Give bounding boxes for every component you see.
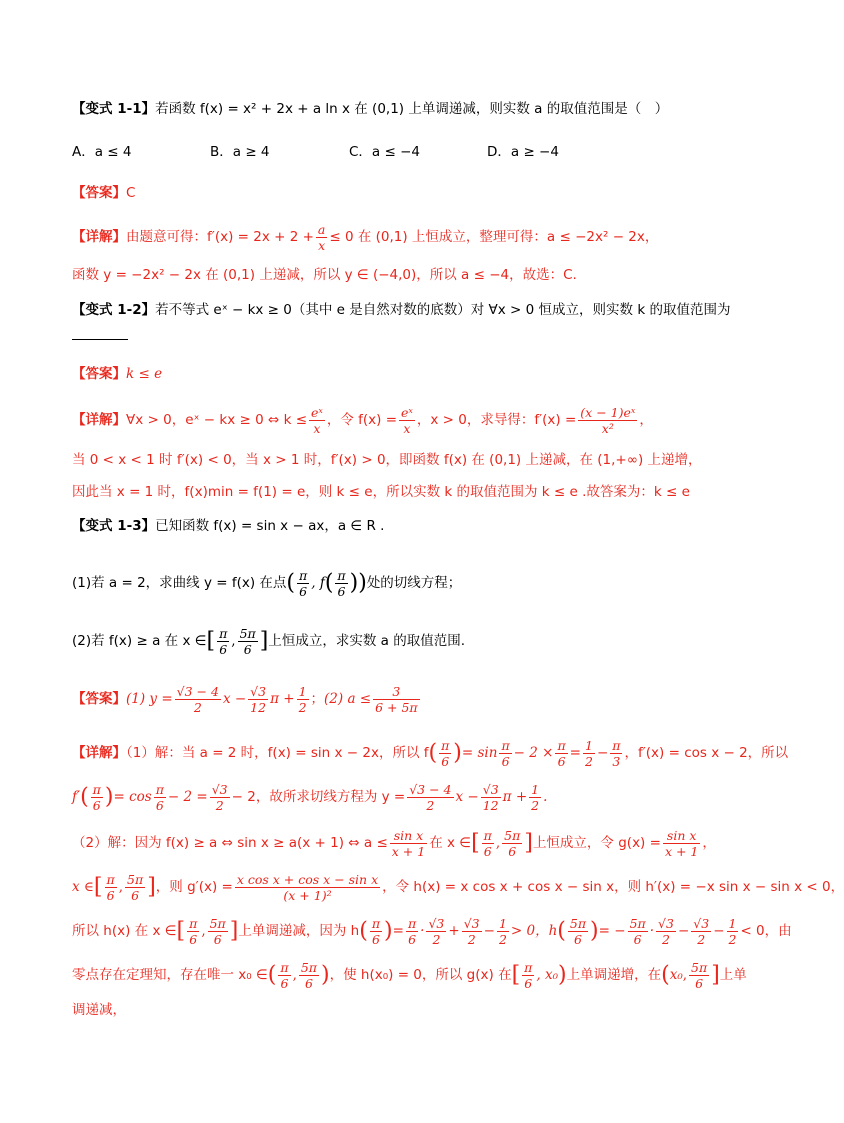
math: f′ [72, 789, 81, 805]
numerator: 1 [498, 916, 507, 931]
detail-1-3-line3: （2）解：因为 f(x) ≥ a ⇔ sin x ≥ a(x + 1) ⇔ a ≤ $\frac{\text{sin x}}{x + 1}$ 在 x ∈[ $\frac{\pi}{6}$ , $\frac{5\pi}{6}$ ]上恒成立，令 g(x) = $\frac{\text{sin x}}{x + 1}$ ， [72, 828, 716, 859]
detail-1-1-line2 [72, 265, 734, 285]
fraction [610, 738, 622, 769]
answer-tag: 【答案】 [72, 691, 126, 707]
separator: ； [310, 691, 325, 707]
fraction [522, 960, 534, 991]
detail-text: （2）解：因为 f(x) ≥ a ⇔ sin x ≥ a(x + 1) ⇔ a ≤ [72, 835, 388, 851]
paren: ( [428, 740, 438, 766]
math: − [713, 923, 725, 939]
denominator: 2 [467, 932, 476, 947]
detail-text: （1）解：当 a = 2 时，f(x) = sin x − 2x，所以 f [126, 745, 429, 761]
fraction [238, 626, 258, 657]
denominator: 6 [106, 888, 115, 903]
detail-text: 所以 h(x) 在 x ∈ [72, 923, 177, 939]
denominator: x² [601, 421, 614, 436]
numerator: 5π [127, 872, 144, 887]
denominator: 6 [92, 798, 101, 813]
detail-1-3-line7 [72, 1000, 734, 1020]
detail-text: 上单调递减，因为 h [238, 923, 360, 939]
detail-text: 由题意可得：f′(x) = 2x + 2 + [126, 229, 314, 245]
bracket: ] [147, 874, 156, 900]
detail-tag: 【详解】 [72, 229, 126, 245]
denominator: 6 [280, 976, 289, 991]
paren: ) [453, 740, 462, 766]
detail-text: ， [639, 412, 653, 428]
math: . [543, 789, 548, 805]
numerator: sin x [663, 828, 700, 844]
fraction [278, 960, 290, 991]
fraction [217, 626, 229, 657]
math: x ∈ [72, 879, 94, 895]
denominator: x + 1 [391, 844, 426, 859]
math: x₀ [544, 967, 559, 983]
denominator: 6 [371, 932, 380, 947]
fraction [406, 916, 418, 947]
fraction [568, 916, 588, 947]
denominator: 6 [573, 932, 582, 947]
option-c[interactable]: C．a ≤ −4 [349, 144, 420, 160]
numerator: 1 [298, 684, 307, 699]
fraction [187, 916, 199, 947]
numerator: sin x [390, 828, 427, 844]
numerator: 1 [531, 782, 540, 797]
denominator: 6 [408, 932, 417, 947]
numerator: 5π [569, 916, 587, 931]
denominator: 2 [584, 754, 593, 769]
detail-1-3-line5: 所以 h(x) 在 x ∈[ $\frac{\pi}{6}$ , $\frac{5\pi}{6}$ ]上单调递减，因为 h( $\frac{\pi}{6}$ )= $\frac{\pi}{6}$ · $\frac{√3}{2}$ + $\frac{√3}{2}$ − $\frac{1}{2}$ > 0，h( $\frac{5\pi}{6}$ )= − $\frac{5\pi}{6}$ · $\frac{√3}{2}$ − $\frac{√3}{2}$ − $\frac{1}{2}$ < 0，由 [72, 916, 792, 947]
fraction [105, 872, 117, 903]
paren: ( [267, 962, 277, 988]
denominator: 6 [508, 844, 517, 859]
denominator: 6 [441, 754, 450, 769]
fraction [125, 872, 145, 903]
detail-1-3-line1 [72, 738, 789, 769]
denominator: 2 [215, 798, 224, 813]
paren: ( [359, 918, 368, 944]
fraction [663, 828, 700, 859]
detail-1-2-line3 [72, 482, 734, 502]
numerator: (x − 1)eˣ [580, 405, 636, 420]
paren: ( [286, 570, 296, 596]
question-text: (2)若 f(x) ≥ a 在 x ∈ [72, 633, 207, 649]
numerator: a [317, 222, 326, 237]
math: (1) y = [126, 691, 173, 707]
detail-text: ，f′(x) = cos x − 2，所以 [624, 745, 789, 761]
numerator: 5π [629, 916, 646, 931]
blank-line [72, 338, 128, 340]
detail-1-2-line2 [72, 450, 734, 470]
numerator: x cos x + cos x − sin x [236, 872, 379, 887]
question-text: 上恒成立，求实数 a 的取值范围. [268, 633, 466, 649]
denominator: x + 1 [664, 844, 699, 859]
detail-text: ，令 h(x) = x cos x + cos x − sin x，则 h′(x) = −x sin x − sin x < 0， [382, 879, 844, 895]
numerator: √3 − 4 [176, 684, 219, 699]
fraction [689, 960, 709, 991]
numerator: 5π [504, 828, 521, 843]
answer-tag: 【答案】 [72, 366, 126, 382]
fraction [727, 916, 739, 947]
numerator: √3 [428, 916, 445, 931]
fraction [390, 828, 427, 859]
math: = sin [461, 745, 498, 761]
denominator: 6 [299, 584, 308, 599]
denominator: 2 [432, 932, 441, 947]
denominator: 6 [219, 642, 228, 657]
denominator: 2 [193, 700, 202, 715]
numerator: π [501, 738, 510, 753]
math: = cos [113, 789, 152, 805]
denominator: 6 [524, 976, 533, 991]
detail-text: 在 x ∈ [429, 835, 472, 851]
math: − [483, 923, 495, 939]
denominator: 6 [695, 976, 704, 991]
denominator: 12 [482, 798, 499, 813]
fraction [175, 684, 221, 715]
detail-1-1-line1 [72, 222, 734, 253]
question-text: 若不等式 eˣ − kx ≥ 0（其中 e 是自然对数的底数）对 ∀x > 0 恒成立，则实数 k 的取值范围为 [155, 302, 731, 318]
fraction [578, 405, 637, 436]
numerator: 5π [239, 626, 256, 641]
numerator: 1 [728, 916, 737, 931]
numerator: π [92, 782, 101, 797]
numerator: 1 [584, 738, 593, 753]
question-text: 处的切线方程； [366, 575, 462, 591]
fraction [248, 684, 268, 715]
detail-tag: 【详解】 [72, 412, 126, 428]
denominator: 6 [304, 976, 313, 991]
fraction [628, 916, 648, 947]
answer-blank [72, 326, 734, 346]
detail-text: ，x > 0，求导得：f′(x) = [416, 412, 577, 428]
math: = [392, 923, 404, 939]
denominator: 6 [501, 754, 510, 769]
answer-1-2 [72, 364, 734, 384]
question-tag: 【变式 1-1】 [72, 101, 156, 117]
numerator: π [441, 738, 450, 753]
fraction [439, 738, 451, 769]
denominator: 2 [728, 932, 737, 947]
detail-1-3-line6: 零点存在定理知，存在唯一 x₀ ∈( $\frac{\pi}{6}$ , $\frac{5\pi}{6}$ )，使 h(x₀) = 0，所以 g(x) 在[ $\frac{\pi}{6}$ , x₀)上单调递增，在(x₀, $\frac{5\pi}{6}$ ]上单 [72, 960, 747, 991]
denominator: 2 [426, 798, 435, 813]
denominator: 2 [531, 798, 540, 813]
fraction [297, 568, 309, 599]
fraction [426, 916, 446, 947]
numerator: π [337, 568, 346, 583]
fraction [656, 916, 676, 947]
math: > 0，h [510, 923, 558, 939]
paren: ( [557, 918, 566, 944]
denominator: x [318, 238, 326, 253]
bracket: ] [711, 962, 720, 988]
math: x − [455, 789, 479, 805]
math: − [677, 923, 690, 939]
question-1-3 [72, 516, 734, 536]
numerator: eˣ [401, 405, 413, 420]
paren: ( [324, 570, 334, 596]
question-text: 若函数 f(x) = x² + 2x + a ln x 在 (0,1) 上单调递减，则实数 a 的取值范围是（ ） [155, 101, 669, 117]
detail-1-2-line1 [72, 405, 734, 436]
denominator: 2 [662, 932, 670, 947]
fraction [502, 828, 522, 859]
detail-1-3-line4: x ∈[ $\frac{\pi}{6}$ , $\frac{5\pi}{6}$ ]，则 g′(x) = $\frac{\text{x cos x + cos x − sin x}}{\text{(x + 1)²}}$ ，令 h(x) = x cos x + cos x − sin x，则 h′(x) = −x sin x − sin x < 0， [72, 872, 844, 903]
paren: ( [661, 962, 670, 988]
math: (2) a ≤ [324, 691, 372, 707]
numerator: eˣ [311, 405, 323, 420]
math: , f [311, 575, 325, 591]
denominator: (x + 1)² [283, 888, 332, 903]
bracket: [ [93, 874, 103, 900]
numerator: π [407, 916, 417, 931]
fraction [235, 872, 380, 903]
detail-text: ，令 f(x) = [326, 412, 398, 428]
denominator: 6 [633, 932, 642, 947]
question-1-3-part2: (2)若 f(x) ≥ a 在 x ∈[ $\frac{\pi}{6}$ , $\frac{5\pi}{6}$ ]上恒成立，求实数 a 的取值范围. [72, 626, 466, 657]
denominator: 6 [189, 932, 198, 947]
question-text: 已知函数 f(x) = sin x − ax，a ∈ R . [155, 518, 385, 534]
paren: )) [349, 570, 367, 596]
denominator: 2 [697, 932, 706, 947]
detail-text: 上单 [719, 967, 747, 983]
detail-tag: 【详解】 [72, 745, 126, 761]
math: · [649, 923, 655, 939]
detail-text: 因此当 x = 1 时，f(x)min = f(1) = e，则 k ≤ e，所以实数 k 的取值范围为 k ≤ e .故答案为：k ≤ e [72, 484, 690, 500]
fraction [407, 782, 453, 813]
answer-tag: 【答案】 [72, 185, 126, 201]
fraction [529, 782, 541, 813]
detail-1-3-line2 [72, 782, 734, 813]
bracket: [ [176, 918, 186, 944]
numerator: π [299, 568, 308, 583]
numerator: √3 [250, 684, 267, 699]
numerator: 5π [691, 960, 708, 975]
numerator: π [524, 960, 533, 975]
math: = − [598, 923, 626, 939]
bracket: [ [206, 628, 216, 654]
detail-text: ∀x > 0，eˣ − kx ≥ 0 ⇔ k ≤ [126, 412, 308, 428]
fraction [482, 828, 494, 859]
numerator: π [155, 782, 164, 797]
paren: ) [384, 918, 393, 944]
bracket: ] [524, 830, 533, 856]
fraction [583, 738, 595, 769]
detail-text: 零点存在定理知，存在唯一 x₀ ∈ [72, 967, 268, 983]
question-1-3-part1 [72, 568, 734, 599]
detail-text: < 0，由 [740, 923, 792, 939]
denominator: 6 [243, 642, 252, 657]
fraction [299, 960, 319, 991]
question-1-2 [72, 300, 734, 320]
math: · [420, 923, 425, 939]
math: = [569, 745, 581, 761]
detail-text: 当 0 < x < 1 时 f′(x) < 0，当 x > 1 时，f′(x) > 0，即函数 f(x) 在 (0,1) 上递减，在 (1,+∞) 上递增， [72, 452, 702, 468]
bracket: ] [259, 628, 269, 654]
answer-1-1 [72, 183, 734, 203]
math: − 2 = [167, 789, 208, 805]
denominator: 6 [155, 798, 164, 813]
numerator: π [483, 828, 492, 843]
fraction [309, 405, 325, 436]
fraction [297, 684, 309, 715]
answer-1-3 [72, 684, 734, 715]
numerator: √3 [463, 916, 480, 931]
denominator: 6 [131, 888, 140, 903]
numerator: 5π [300, 960, 318, 975]
denominator: 6 [213, 932, 222, 947]
numerator: √3 [693, 916, 710, 931]
numerator: π [612, 738, 621, 753]
detail-text: − 2，故所求切线方程为 y = [231, 789, 406, 805]
answer-value: k ≤ e [126, 366, 163, 382]
numerator: 5π [209, 916, 226, 931]
question-tag: 【变式 1-2】 [72, 302, 156, 318]
denominator: 12 [250, 700, 267, 715]
option-a[interactable]: A．a ≤ 4 [72, 144, 132, 160]
numerator: √3 [482, 782, 499, 797]
fraction [497, 916, 509, 947]
math: , [536, 967, 545, 983]
fraction [499, 738, 511, 769]
bracket: [ [511, 962, 521, 988]
detail-text: ， [702, 835, 716, 851]
bracket: ] [229, 918, 239, 944]
math: π + [270, 691, 295, 707]
math: − 2 × [513, 745, 554, 761]
denominator: 3 [612, 754, 621, 769]
numerator: √3 [211, 782, 228, 797]
detail-text: 调递减， [72, 1002, 126, 1018]
fraction [462, 916, 482, 947]
denominator: x [403, 421, 411, 436]
numerator: π [106, 872, 115, 887]
numerator: π [219, 626, 228, 641]
fraction [370, 916, 382, 947]
fraction [691, 916, 711, 947]
answer-value: C [126, 185, 136, 201]
question-text: (1)若 a = 2，求曲线 y = f(x) 在点 [72, 575, 287, 591]
paren: ) [590, 918, 599, 944]
detail-text: ，则 g′(x) = [155, 879, 233, 895]
fraction [154, 782, 166, 813]
bracket: [ [471, 830, 480, 856]
denominator: 6 + 5π [375, 700, 418, 715]
fraction [555, 738, 567, 769]
fraction [210, 782, 230, 813]
denominator: x [313, 421, 321, 436]
fraction [481, 782, 501, 813]
numerator: π [557, 738, 566, 753]
detail-text: 上恒成立，令 g(x) = [532, 835, 661, 851]
fraction [316, 222, 327, 253]
math: − [596, 745, 609, 761]
paren: ) [321, 962, 330, 988]
numerator: π [189, 916, 198, 931]
numerator: π [371, 916, 381, 931]
numerator: √3 − 4 [409, 782, 452, 797]
numerator: √3 [658, 916, 674, 931]
fraction [208, 916, 228, 947]
paren: ) [104, 784, 114, 810]
numerator: 3 [373, 684, 420, 700]
fraction [335, 568, 347, 599]
question-tag: 【变式 1-3】 [72, 518, 156, 534]
option-d[interactable]: D．a ≥ −4 [487, 144, 559, 160]
denominator: 6 [557, 754, 566, 769]
option-b[interactable]: B．a ≥ 4 [210, 144, 270, 160]
denominator: 6 [337, 584, 346, 599]
paren: ) [558, 962, 567, 988]
question-1-1 [72, 99, 734, 119]
fraction [399, 405, 415, 436]
denominator: 2 [498, 932, 507, 947]
denominator: 6 [483, 844, 492, 859]
detail-text: 函数 y = −2x² − 2x 在 (0,1) 上递减，所以 y ∈ (−4,0)，所以 a ≤ −4，故选：C. [72, 267, 577, 283]
fraction [91, 782, 103, 813]
denominator: 2 [298, 700, 307, 715]
detail-text: ≤ 0 在 (0,1) 上恒成立，整理可得：a ≤ −2x² − 2x， [329, 229, 659, 245]
math: x − [222, 691, 247, 707]
detail-text: 上单调递增，在 [566, 967, 662, 983]
detail-text: ，使 h(x₀) = 0，所以 g(x) 在 [329, 967, 512, 983]
math: x₀ [669, 967, 683, 983]
paren: ( [80, 784, 89, 810]
math: π + [502, 789, 528, 805]
numerator: π [280, 960, 289, 975]
math: + [448, 923, 460, 939]
fraction [373, 684, 420, 715]
